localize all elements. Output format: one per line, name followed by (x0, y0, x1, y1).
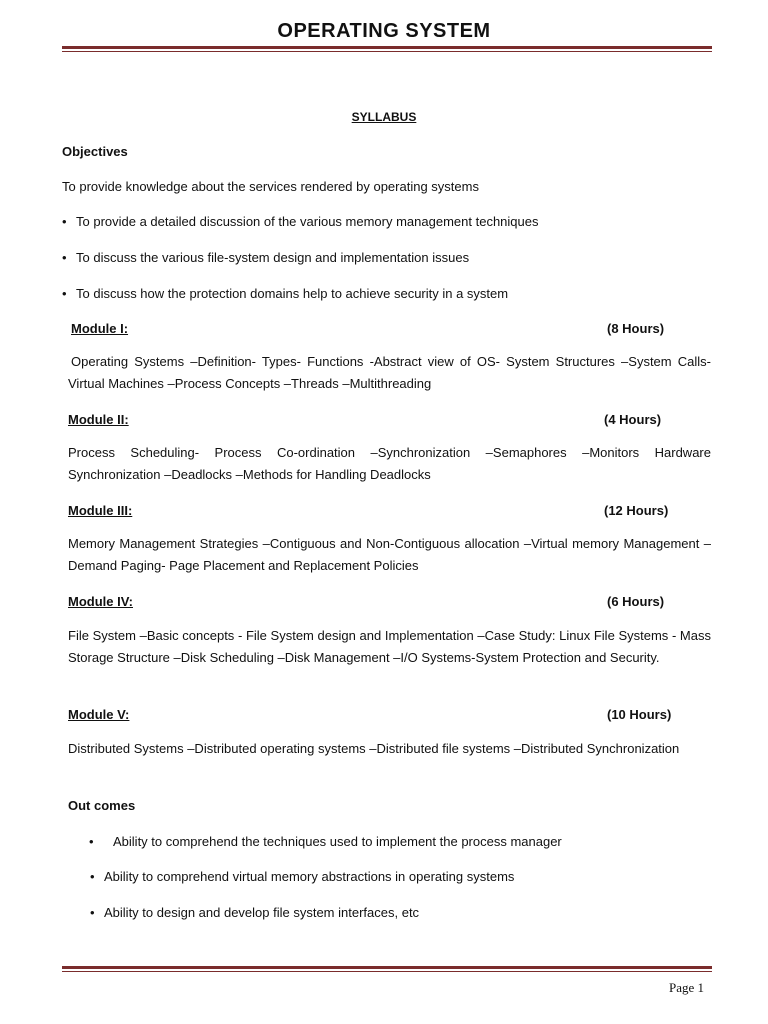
module-hours: (4 Hours) (604, 412, 662, 427)
outcome-bullet: • Ability to comprehend virtual memory abstractions in operating systems (104, 869, 514, 884)
footer-divider (62, 966, 712, 972)
objective-bullet: • To provide a detailed discussion of the various memory management techniques (76, 214, 538, 229)
objective-bullet: • To discuss the various file-system design and implementation issues (76, 250, 469, 265)
outcome-bullet: • Ability to comprehend the techniques used to implement the process manager (89, 834, 562, 849)
module-title: Module III: (68, 503, 133, 518)
module-title: Module V: (68, 707, 130, 722)
objective-bullet: • To discuss how the protection domains help to achieve security in a system (76, 286, 508, 301)
outcomes-heading: Out comes (68, 798, 136, 813)
module-hours: (12 Hours) (604, 503, 669, 518)
outcome-bullet: • Ability to design and develop file system interfaces, etc (104, 905, 419, 920)
module-content: Memory Management Strategies –Contiguous and Non-Contiguous allocation –Virtual memory Management –Demand Paging- Page Placement and Replacement Policies (68, 536, 711, 573)
module-title: Module I: (71, 321, 129, 336)
module-content: File System –Basic concepts - File System design and Implementation –Case Study: Linux File Systems - Mass Storage Structure –Disk Scheduling –Disk Management –I/O Systems-System Protection and Security. (68, 628, 711, 665)
module-hours: (8 Hours) (607, 321, 665, 336)
module-title: Module IV: (68, 594, 133, 609)
module-content: Process Scheduling- Process Co-ordination –Synchronization –Semaphores –Monitors Hardware Synchronization –Deadlocks –Methods for Handling Deadlocks (68, 445, 711, 482)
header-divider (62, 46, 712, 52)
module-title: Module II: (68, 412, 129, 427)
syllabus-heading: SYLLABUS (351, 110, 417, 124)
module-hours: (10 Hours) (607, 707, 672, 722)
objectives-intro: To provide knowledge about the services rendered by operating systems (62, 179, 479, 194)
module-content: Operating Systems –Definition- Types- Functions -Abstract view of OS- System Structures –System Calls- Virtual Machines –Process Concepts –Threads –Multithreading (68, 354, 711, 391)
objectives-heading: Objectives (62, 144, 128, 159)
page-title: OPERATING SYSTEM (277, 20, 491, 42)
module-content: Distributed Systems –Distributed operating systems –Distributed file systems –Distributed Synchronization (68, 741, 680, 756)
page-number: Page 1 (668, 980, 704, 995)
module-hours: (6 Hours) (607, 594, 665, 609)
